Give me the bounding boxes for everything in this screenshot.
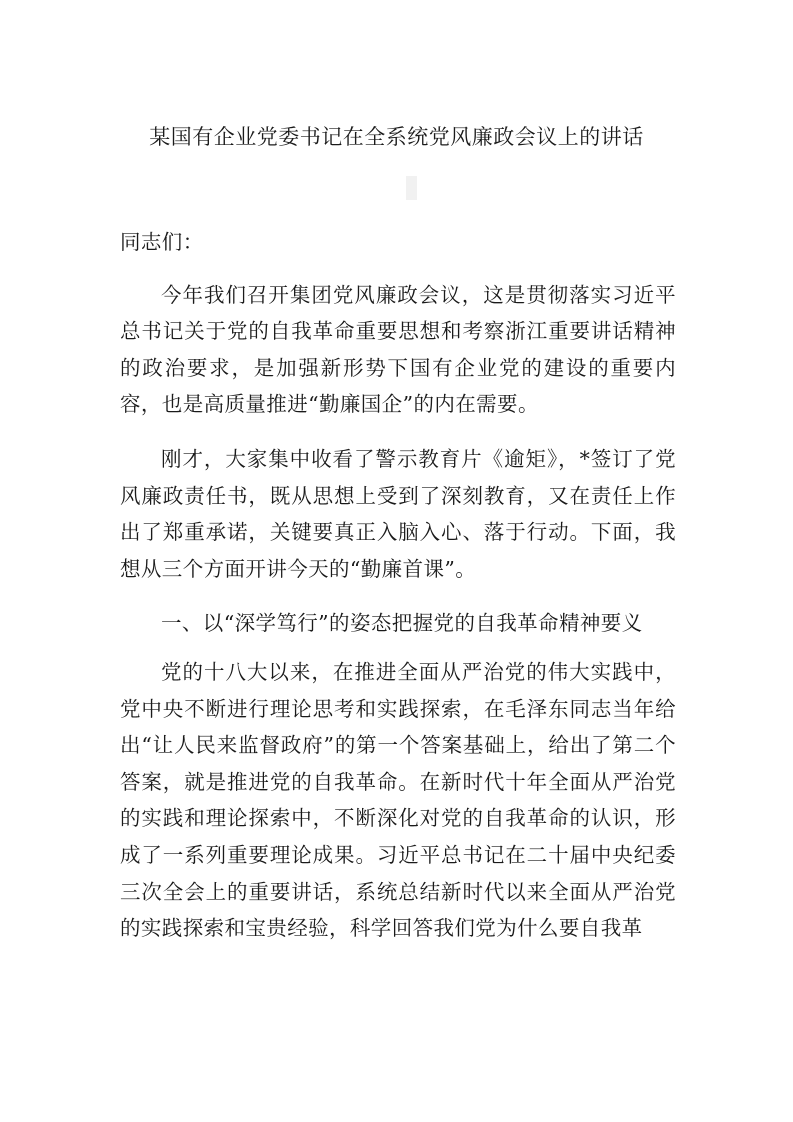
document-title: 某国有企业党委书记在全系统党风廉政会议上的讲话 — [149, 125, 644, 149]
paragraph-1: 今年我们召开集团党风廉政会议，这是贯彻落实习近平总书记关于党的自我革命重要思想和考察浙江重要讲话精神的政治要求，是加强新形势下国有企业党的建设的重要内容，也是高质量推进“勤廉国企”的内在需要。 — [120, 282, 676, 417]
section-heading: 一、以“深学笃行”的姿态把握党的自我革命精神要义 — [161, 611, 643, 636]
placeholder-mark — [406, 176, 417, 200]
paragraph-2: 刚才，大家集中收看了警示教育片《逾矩》，*签订了党风廉政责任书，既从思想上受到了深刻教育，又在责任上作出了郑重承诺，关键要真正入脑入心、落于行动。下面，我想从三个方面开讲今天的“勤廉首课”。 — [120, 446, 676, 581]
document-body — [120, 224, 676, 947]
section-paragraph: 党的十八大以来，在推进全面从严治党的伟大实践中，党中央不断进行理论思考和实践探索，在毛泽东同志当年给出“让人民来监督政府”的第一个答案基础上，给出了第二个答案，就是推进党的自我革命。在新时代十年全面从严治党的实践和理论探索中，不断深化对党的自我革命的认识，形成了一系列重要理论成果。习近平总书记在二十届中央纪委三次全会上的重要讲话，系统总结新时代以来全面从严治党的实践探索和宝贵经验，科学回答我们党为什么要自我革 — [120, 659, 676, 941]
salutation: 同志们： — [120, 230, 204, 254]
